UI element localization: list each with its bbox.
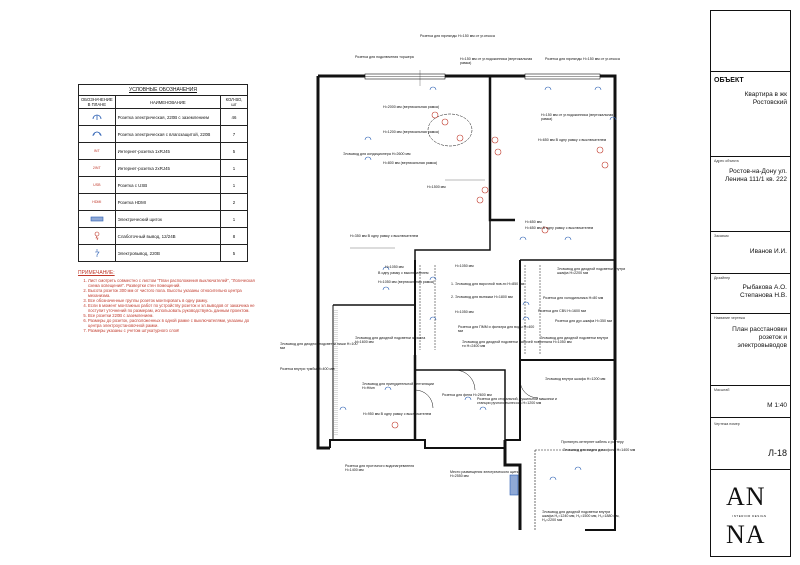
note-item: 1. Лист смотреть совместно с листом "План расположения выключателей", "Логическая схема освещения". Развертки стен помещений. — [88, 278, 258, 288]
logo — [712, 474, 787, 554]
designer-label: Дизайнер — [714, 276, 731, 280]
client-value: Иванов И.И. — [749, 248, 787, 255]
plan-label: Н=1500 мм — [427, 185, 446, 189]
legend-row-name: Интернет-розетка 2хRJ45 — [115, 160, 220, 177]
legend-row-name: Розетка HDMI — [115, 194, 220, 211]
legend-row — [79, 109, 248, 126]
plan-label: Эл.вывод для принудительной вентиляции Н=Н/мп — [362, 382, 434, 391]
plan-label: Розетка для СВЧ Н=1600 мм — [538, 309, 586, 313]
plan-label: Розетка для гирлянды Н=150 мм от уг.откоса — [420, 34, 495, 38]
double-internet-socket-icon: 2INT — [92, 166, 101, 170]
legend-row-count: 5 — [221, 245, 248, 262]
legend-row — [79, 245, 248, 262]
plan-label: Н=1050 мм (вертикальная рамка) — [378, 280, 435, 284]
plan-label: Эл.вывод для диодной подсветки внутри пенала Н=1050 мм — [540, 336, 609, 345]
plan-label: Розетка для дух.шкафа Н=350 мм — [555, 319, 612, 323]
plan-label: Эл.вывод для диодной подсветки ниши Н=100 мм — [280, 342, 358, 351]
plan-label: Розетка для фена Н=2600 мм — [442, 393, 492, 397]
note-item: 3. Все обозначенные группы розеток монтировать в одну рамку. — [88, 298, 258, 303]
address-value: Ростов-на-Дону ул. Ленина 111/1 кв. 222 — [725, 168, 787, 183]
legend-row — [79, 211, 248, 228]
plan-label: Н=650 мм — [525, 220, 542, 224]
address-label: Адрес объекта — [714, 159, 739, 163]
legend-title: УСЛОВНЫЕ ОБОЗНАЧЕНИЯ — [79, 85, 248, 96]
hdmi-socket-icon: HDMI — [92, 200, 102, 204]
plan-label: Н=1200 мм (вертикальная рамка) — [383, 130, 440, 134]
legend-row — [79, 160, 248, 177]
plan-label: Розетка для стиральной, сушильной машинки и станции ручного пылесоса Н=1200 мм — [477, 397, 557, 406]
plan-label: Н=650 мм В одну рамку с выключателем — [525, 226, 594, 230]
plan-label: Н=650 мм В одну рамку с выключателем — [538, 138, 607, 142]
electrical-panel-icon — [90, 216, 104, 222]
note-item: 6. Размеры до розеток, расположенных в одной рамке с выключателями, указаны до центра электроустановочной рамки. — [88, 318, 258, 328]
plan-label: Эл.вывод внутри шкафа Н=1200 мм — [545, 377, 606, 381]
floor-plan — [255, 30, 695, 555]
plan-label: Розетка для ПММ и фильтра для воды Н=400 мм — [458, 325, 535, 334]
note-item: 4. Если в момент монтажных работ по устройству розеток и эл.выводов от заказчика не поступит уточнений по размерам, использовать руководствуясь данным проектом. — [88, 303, 258, 313]
legend-row — [79, 194, 248, 211]
legend-row — [79, 177, 248, 194]
plan-label: 2. Эл.вывод для вытяжки Н=1800 мм — [451, 295, 513, 299]
legend-row-count: 8 — [221, 228, 248, 245]
legend-row — [79, 143, 248, 160]
plan-label: Н=2000 мм (вертикальная рамка) — [383, 105, 440, 109]
note-item: 7. Размеры указаны с учетом штукатурного слоя! — [88, 328, 258, 333]
legend-row-count: 1 — [221, 211, 248, 228]
legend-row-name: Интернет-розетка 1хRJ45 — [115, 143, 220, 160]
plan-label: Эл.вывод для диодной подсветки зеркала Н=1600 мм — [355, 336, 426, 345]
notes-block — [78, 271, 258, 333]
logo-subtitle: INTERIOR DESIGN — [732, 514, 767, 518]
legend-row-name: Электровывод, 220В — [115, 245, 220, 262]
legend-header-symbol: ОБОЗНАЧЕНИЕ В ПЛАНЕ — [79, 96, 116, 109]
legend-row-count: 5 — [221, 143, 248, 160]
legend-row-count: 1 — [221, 177, 248, 194]
plan-label: Розетка внутри тумбы Н=400 мм — [280, 367, 335, 371]
note-item: 5. Все розетки 220В с заземлением. — [88, 313, 258, 318]
plan-label: Розетка для проточного водонагревателя Н=1400 мм — [345, 464, 415, 473]
plan-label: 1. Эл.вывод для варочной пов-ти Н=850 мм — [451, 282, 525, 286]
logo-top: AN — [726, 482, 766, 511]
plan-label: Н=950 мм В одну рамку с выключателем — [363, 412, 432, 416]
legend-row-name: Розетка электрическая, 220В с заземлением — [115, 109, 220, 126]
internet-socket-icon: INT — [93, 149, 100, 153]
object-value: Квартира в жк Ростовский — [744, 91, 787, 106]
plan-label: Протянуть интернет кабель к роутеру — [561, 440, 624, 444]
scale-value: М 1:40 — [767, 402, 787, 409]
legend-row-count: 1 — [221, 160, 248, 177]
client-label: Заказчик — [714, 234, 729, 238]
logo-bottom: NA — [726, 520, 766, 549]
plan-label: В одну рамку с выключателем — [378, 271, 429, 275]
legend-row-count: 46 — [221, 109, 248, 126]
plan-label: Эл.вывод для кондиционера Н=2600 мм — [343, 152, 411, 156]
sheet-label: Чертежа номер — [714, 422, 740, 426]
low-voltage-outlet-icon — [92, 231, 102, 241]
plan-label: Эл.вывод для диодной подсветки внутри шкафа Н=2200 мм — [557, 267, 626, 276]
drawing-value: План расстановки розеток и электровыводов — [732, 326, 787, 349]
scale-label: Масштаб — [714, 388, 730, 392]
plan-label: Н=150 мм от уг.подоконника (вертикальная рамка) — [541, 113, 614, 122]
legend-row-count: 7 — [221, 126, 248, 143]
sheet-value: Л-18 — [768, 448, 787, 458]
waterproof-socket-icon — [91, 130, 103, 138]
plan-label: Место размещения электрического щитка Н=2550 мм — [450, 470, 521, 479]
designer-value: Рыбакова А.О. Степанова Н.В. — [740, 284, 787, 299]
plan-label: Розетка для гирлянды Н=150 мм от уг.откоса — [545, 57, 620, 61]
legend-table — [78, 84, 248, 262]
plan-label: Н=350 мм В одну рамку с выключателем — [350, 234, 419, 238]
socket-icon — [91, 113, 103, 121]
legend-row-name: Слаботочный вывод, 12/24В — [115, 228, 220, 245]
plan-label: Розетка для подключения торшера — [355, 55, 414, 59]
drawing-label: Название чертежа — [714, 316, 745, 320]
notes-title: ПРИМЕЧАНИЕ: — [78, 270, 115, 276]
legend-row-name: Электрический щиток — [115, 211, 220, 228]
power-outlet-icon — [92, 248, 102, 258]
plan-label: Эл.вывод для диодной подсветки внутри шкафа Н₁=1240 мм, Н₂=1500 мм, Н₃=1880 мм, Н₄=2200 мм — [542, 510, 620, 523]
legend-row-count: 2 — [221, 194, 248, 211]
legend-row — [79, 228, 248, 245]
plan-label: Н=1050 мм — [455, 310, 474, 314]
legend-row-name: Розетка с USB — [115, 177, 220, 194]
note-item: 2. Высота розеток 300 мм от чистого пола. Высоты указаны относительно центра механизма. — [88, 288, 258, 298]
plan-label: Розетка для холодильника Н=80 мм — [543, 296, 604, 300]
plan-label: Н=150 мм от уг.подоконника (вертикальная рамка) — [460, 57, 533, 66]
legend-header-name: НАИМЕНОВАНИЕ — [115, 96, 220, 109]
plan-label: Н=1050 мм — [455, 264, 474, 268]
plan-label: Эл.вывод для диодной подсветки рабочей пов-ти Н=2400 мм — [462, 340, 541, 349]
object-label: ОБЪЕКТ — [714, 77, 744, 84]
plan-label: Эл.вывод для видео домофона Н=1400 мм — [563, 448, 636, 452]
plan-label: Н=800 мм (вертикальная рамка) — [383, 161, 438, 165]
legend-header-count: КОЛ-ВО, шт — [221, 96, 248, 109]
legend-row-name: Розетка электрическая с влагозащитой, 220В — [115, 126, 220, 143]
plan-label: Н=1050 мм — [385, 265, 404, 269]
legend-row — [79, 126, 248, 143]
usb-socket-icon: USB — [93, 183, 101, 187]
